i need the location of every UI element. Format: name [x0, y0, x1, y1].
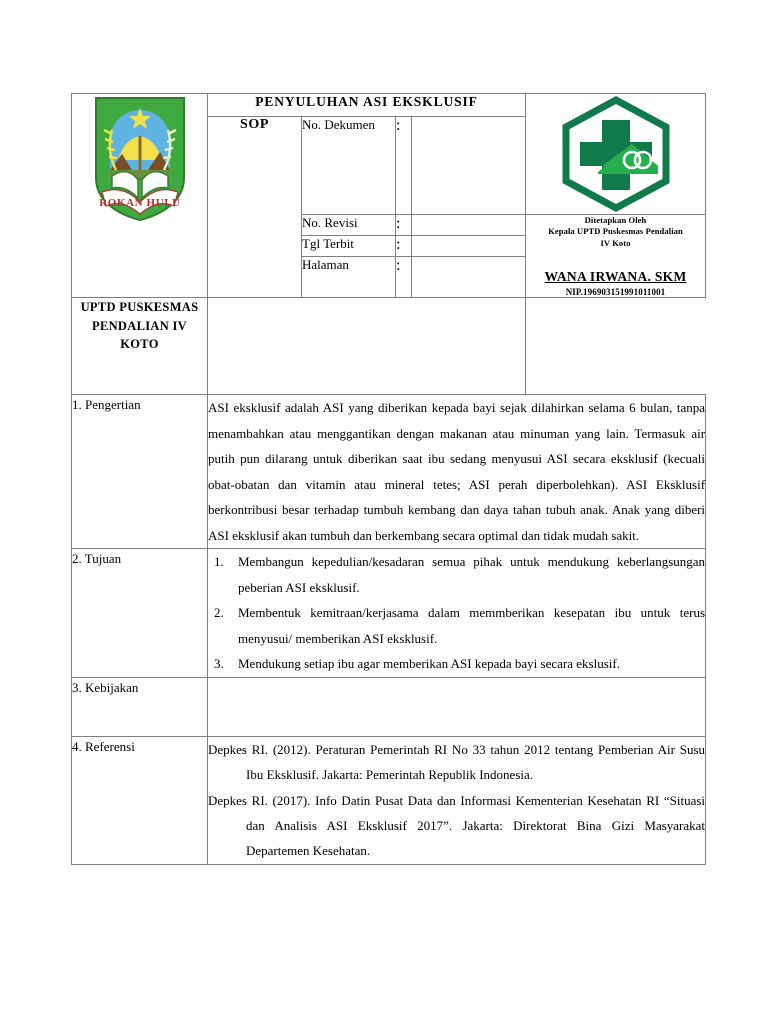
section-row-referensi	[72, 736, 706, 864]
left-logo-cell	[72, 94, 208, 298]
approval-heading-line-3: IV Koto	[600, 237, 631, 248]
tujuan-list	[208, 549, 705, 676]
reference-item: Depkes RI. (2012). Peraturan Pemerintah RI No 33 tahun 2012 tentang Pemberian Air Susu Ibu Eksklusif. Jakarta: Pemerintah Republik Indonesia.	[208, 741, 706, 783]
metadata-colon-revisi: :	[396, 215, 412, 236]
section-label-kebijakan	[72, 677, 208, 736]
metadata-value-revisi[interactable]	[412, 215, 526, 236]
unit-name-cell	[72, 298, 208, 395]
rokan-hulu-coat-of-arms-icon	[88, 94, 192, 222]
section-number-1: 1.	[72, 397, 82, 413]
metadata-colon-tgl-terbit: :	[396, 236, 412, 257]
metadata-label-halaman: Halaman	[302, 257, 396, 298]
metadata-colon-halaman: :	[396, 257, 412, 298]
section-body-referensi	[208, 736, 706, 864]
list-item: Mendukung setiap ibu agar memberikan ASI kepada bayi secara ekslusif.	[238, 656, 620, 672]
metadata-label-tgl-terbit: Tgl Terbit	[302, 236, 396, 257]
pengertian-paragraph: ASI eksklusif adalah ASI yang diberikan kepada bayi sejak dilahirkan selama 6 bulan, tanpa menambahkan atau menggantikan dengan makanan atau minuman yang lain. Termasuk air putih pun dilarang untuk diberikan saat ibu sedang menyusui ASI secara eksklusif (kecuali obat-obatan dan vitamin atau mineral tetes; ASI perah diperbolehkan). ASI Eksklusif berkontribusi besar terhadap tumbuh kembang dan daya tahan tubuh anak. Anak yang diberi ASI eksklusif akan tumbuh dan berkembang secara optimal dan tidak mudah sakit.	[208, 400, 706, 543]
section-title-1: Pengertian	[85, 397, 141, 413]
section-title-4: Referensi	[85, 738, 135, 754]
header-title-row	[72, 94, 706, 117]
metadata-value-dekumen[interactable]	[412, 117, 526, 215]
unit-name-line-1: UPTD PUSKESMAS	[80, 300, 199, 315]
right-logo-cell	[526, 94, 706, 215]
section-title-3: Kebijakan	[85, 679, 139, 695]
section-body-pengertian	[208, 395, 706, 549]
emblem-ribbon-text: ROKAN HULU	[98, 197, 181, 209]
metadata-label-revisi: No. Revisi	[302, 215, 396, 236]
unit-row-blank-cell	[208, 298, 526, 395]
metadata-value-tgl-terbit[interactable]	[412, 236, 526, 257]
approval-cell	[526, 215, 706, 298]
unit-identity-row	[72, 298, 706, 395]
sop-type-label: SOP	[239, 117, 270, 132]
sop-document-table	[71, 93, 706, 865]
section-label-pengertian	[72, 395, 208, 549]
list-item: Membangun kepedulian/kesadaran semua pihak untuk mendukung keberlangsungan peberian ASI eksklusif.	[238, 554, 706, 595]
metadata-value-halaman[interactable]	[412, 257, 526, 298]
approval-heading-line-1: Ditetapkan Oleh	[584, 215, 647, 225]
section-row-tujuan	[72, 549, 706, 677]
section-label-referensi	[72, 736, 208, 864]
section-row-pengertian	[72, 395, 706, 549]
document-title-cell	[208, 94, 526, 117]
metadata-label-dekumen: No. Dekumen	[302, 117, 396, 215]
approval-heading-line-2: Kepala UPTD Puskesmas Pendalian	[548, 226, 683, 237]
reference-item: Depkes RI. (2017). Info Datin Pusat Data dan Informasi Kementerian Kesehatan RI “Situasi dan Analisis ASI Eksklusif 2017”. Jakarta: Direktorat Bina Gizi Masyarakat Departemen Kesehatan.	[208, 792, 706, 859]
section-number-4: 4.	[72, 738, 82, 754]
puskesmas-logo-icon	[554, 94, 678, 214]
section-body-kebijakan	[208, 677, 706, 736]
section-label-tujuan	[72, 549, 208, 677]
approval-heading	[526, 215, 705, 249]
section-number-3: 3.	[72, 679, 82, 695]
approver-name: WANA IRWANA. SKM	[544, 269, 687, 285]
unit-name-line-2: PENDALIAN IV	[92, 318, 187, 333]
section-number-2: 2.	[72, 551, 82, 567]
approver-nip: NIP.196903151991011001	[565, 287, 666, 298]
list-item: Membentuk kemitraan/kerjasama dalam memmberikan kesepatan ibu untuk terus menyusui/ memberikan ASI eksklusif.	[238, 605, 706, 646]
unit-name-line-3: KOTO	[120, 336, 159, 351]
section-title-2: Tujuan	[84, 551, 122, 567]
sop-type-cell	[208, 117, 302, 298]
section-body-tujuan	[208, 549, 706, 677]
metadata-colon-dekumen: :	[396, 117, 412, 215]
document-title: PENYULUHAN ASI EKSKLUSIF	[255, 94, 478, 109]
section-row-kebijakan	[72, 677, 706, 736]
